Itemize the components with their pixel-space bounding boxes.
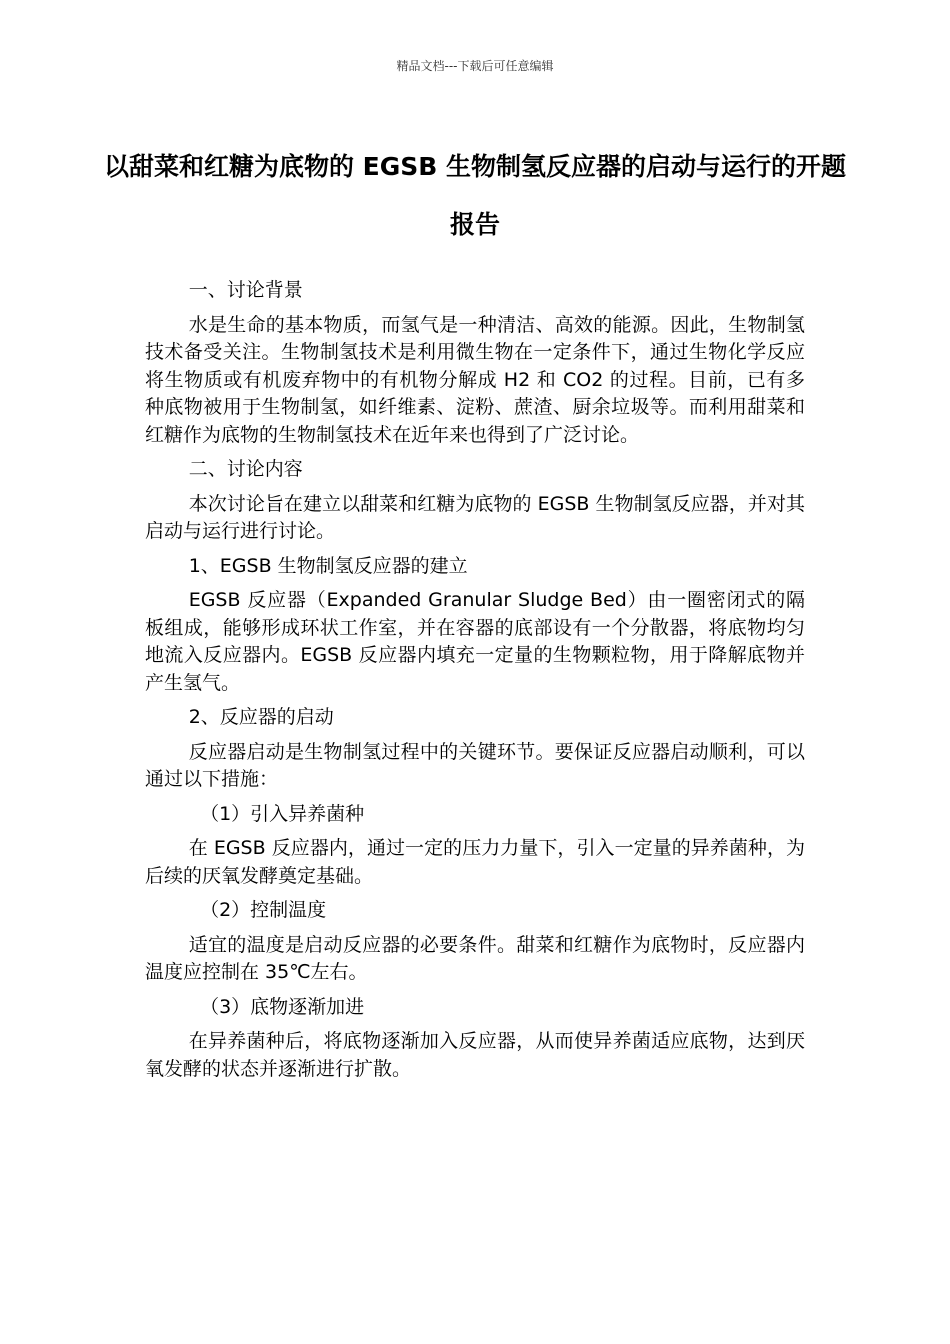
paragraph-content: 本次讨论旨在建立以甜菜和红糖为底物的 EGSB 生物制氢反应器，并对其启动与运行进行讨论。 bbox=[145, 492, 805, 542]
paragraph-reactor-startup: 反应器启动是生物制氢过程中的关键环节。要保证反应器启动顺利，可以通过以下措施： bbox=[145, 740, 805, 790]
document-body bbox=[145, 270, 805, 1090]
subheading-temperature: （2）控制温度 bbox=[200, 899, 327, 921]
section-heading-reactor-setup: 1、EGSB 生物制氢反应器的建立 bbox=[188, 554, 468, 577]
section-heading-background: 一、讨论背景 bbox=[188, 279, 303, 301]
paragraph-temperature: 适宜的温度是启动反应器的必要条件。甜菜和红糖作为底物时，反应器内温度应控制在 35℃左右。 bbox=[145, 933, 805, 983]
header-note: 精品文档---下载后可任意编辑 bbox=[396, 59, 554, 73]
document-title: 以甜菜和红糖为底物的 EGSB 生物制氢反应器的启动与运行的开题报告 bbox=[103, 152, 847, 239]
paragraph-substrate-feeding: 在异养菌种后，将底物逐渐加入反应器，从而使异养菌适应底物，达到厌氧发酵的状态并逐渐进行扩散。 bbox=[145, 1030, 805, 1080]
paragraph-inoculation: 在 EGSB 反应器内，通过一定的压力力量下，引入一定量的异养菌种，为后续的厌氧发酵奠定基础。 bbox=[145, 837, 805, 887]
section-heading-reactor-startup: 2、反应器的启动 bbox=[188, 706, 334, 728]
paragraph-background: 水是生命的基本物质，而氢气是一种清洁、高效的能源。因此，生物制氢技术备受关注。生物制氢技术是利用微生物在一定条件下，通过生物化学反应将生物质或有机废弃物中的有机物分解成 H2 和 CO2 的过程。目前，已有多种底物被用于生物制氢，如纤维素、淀粉、蔗渣、厨余垃圾等。而利用甜菜和红糖作为底物的生物制氢技术在近年来也得到了广泛讨论。 bbox=[145, 313, 805, 446]
subheading-substrate-feeding: （3）底物逐渐加进 bbox=[200, 995, 365, 1018]
subheading-inoculation: （1）引入异养菌种 bbox=[200, 802, 365, 825]
section-heading-content: 二、讨论内容 bbox=[188, 458, 303, 480]
paragraph-reactor-setup: EGSB 反应器（Expanded Granular Sludge Bed）由一圈密闭式的隔板组成，能够形成环状工作室，并在容器的底部设有一个分散器，将底物均匀地流入反应器内。EGSB 反应器内填充一定量的生物颗粒物，用于降解底物并产生氢气。 bbox=[145, 589, 805, 694]
